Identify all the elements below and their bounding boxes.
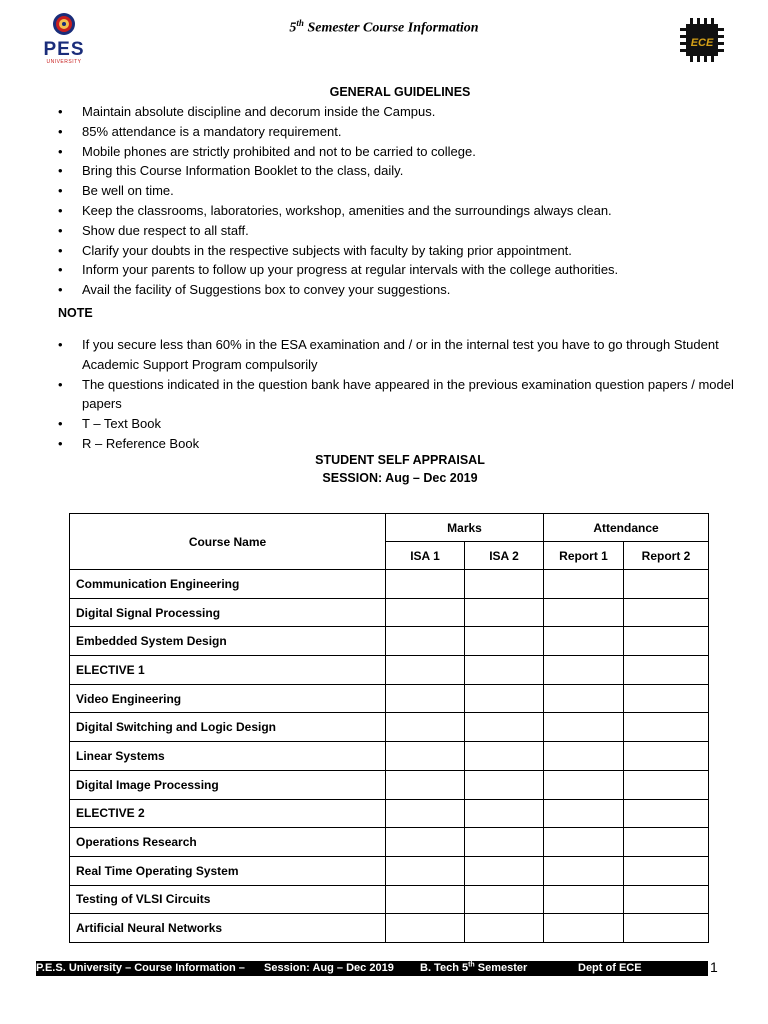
table-row bbox=[70, 914, 709, 943]
isa1-cell bbox=[386, 799, 465, 828]
table-row bbox=[70, 799, 709, 828]
list-item: • Maintain absolute discipline and decorum inside the Campus. bbox=[58, 102, 748, 122]
course-name-cell: Digital Image Processing bbox=[70, 770, 386, 799]
course-name-cell: ELECTIVE 1 bbox=[70, 656, 386, 685]
isa2-cell bbox=[465, 713, 544, 742]
report1-cell bbox=[544, 742, 624, 771]
appraisal-session: SESSION: Aug – Dec 2019 bbox=[322, 471, 478, 485]
isa1-cell bbox=[386, 598, 465, 627]
isa2-cell bbox=[465, 770, 544, 799]
table-row bbox=[70, 684, 709, 713]
list-item: • Avail the facility of Suggestions box to convey your suggestions. bbox=[58, 280, 748, 300]
footer-dept: Dept of ECE bbox=[578, 962, 642, 974]
appraisal-title: STUDENT SELF APPRAISAL bbox=[315, 453, 485, 467]
report2-cell bbox=[624, 770, 709, 799]
report1-cell bbox=[544, 570, 624, 599]
report2-cell bbox=[624, 684, 709, 713]
course-name-cell: Communication Engineering bbox=[70, 570, 386, 599]
report2-cell bbox=[624, 713, 709, 742]
guidelines-heading: GENERAL GUIDELINES bbox=[329, 85, 471, 99]
course-name-cell: Digital Signal Processing bbox=[70, 598, 386, 627]
course-name-cell: Linear Systems bbox=[70, 742, 386, 771]
table-row bbox=[70, 713, 709, 742]
report2-cell bbox=[624, 627, 709, 656]
table-row bbox=[70, 770, 709, 799]
ece-chip-icon bbox=[678, 16, 726, 64]
report2-cell bbox=[624, 570, 709, 599]
appraisal-table bbox=[69, 513, 709, 943]
note-heading: NOTE bbox=[58, 306, 93, 320]
report1-cell bbox=[544, 799, 624, 828]
isa1-cell bbox=[386, 914, 465, 943]
footer-bar bbox=[36, 961, 708, 976]
report1-cell bbox=[544, 684, 624, 713]
footer-university: P.E.S. University – Course Information – bbox=[36, 962, 245, 974]
isa1-cell bbox=[386, 885, 465, 914]
guidelines-list bbox=[58, 102, 748, 300]
isa2-cell bbox=[465, 598, 544, 627]
report1-cell bbox=[544, 885, 624, 914]
list-item: • Clarify your doubts in the respective subjects with faculty by taking prior appointment. bbox=[58, 241, 748, 261]
report1-cell bbox=[544, 656, 624, 685]
course-name-cell: Embedded System Design bbox=[70, 627, 386, 656]
report1-cell bbox=[544, 828, 624, 857]
report1-cell bbox=[544, 770, 624, 799]
isa2-cell bbox=[465, 570, 544, 599]
page-number: 1 bbox=[710, 959, 718, 975]
isa1-cell bbox=[386, 570, 465, 599]
pes-logo-sub: UNIVERSITY bbox=[46, 59, 82, 65]
report2-cell bbox=[624, 598, 709, 627]
pes-logo-name: PES bbox=[43, 39, 85, 60]
attendance-header: Attendance bbox=[544, 514, 709, 542]
isa1-cell bbox=[386, 828, 465, 857]
report1-cell bbox=[544, 856, 624, 885]
table-row bbox=[70, 828, 709, 857]
course-name-cell: ELECTIVE 2 bbox=[70, 799, 386, 828]
course-name-cell: Operations Research bbox=[70, 828, 386, 857]
table-row bbox=[70, 570, 709, 599]
course-name-cell: Video Engineering bbox=[70, 684, 386, 713]
isa2-cell bbox=[465, 799, 544, 828]
list-item: • Bring this Course Information Booklet to the class, daily. bbox=[58, 161, 748, 181]
isa2-header: ISA 2 bbox=[465, 542, 544, 570]
report2-header: Report 2 bbox=[624, 542, 709, 570]
list-item: • If you secure less than 60% in the ESA examination and / or in the internal test you have to go through Student Academic Support Program compulsorily bbox=[58, 335, 748, 375]
report2-cell bbox=[624, 914, 709, 943]
marks-header: Marks bbox=[386, 514, 544, 542]
table-row bbox=[70, 598, 709, 627]
report1-cell bbox=[544, 598, 624, 627]
isa1-cell bbox=[386, 656, 465, 685]
list-item: • Inform your parents to follow up your progress at regular intervals with the college authorities. bbox=[58, 260, 748, 280]
note-list bbox=[58, 335, 748, 454]
isa2-cell bbox=[465, 742, 544, 771]
list-item: • Be well on time. bbox=[58, 181, 748, 201]
ece-department-logo bbox=[678, 16, 726, 64]
isa1-cell bbox=[386, 627, 465, 656]
report2-cell bbox=[624, 656, 709, 685]
table-row bbox=[70, 627, 709, 656]
report1-cell bbox=[544, 627, 624, 656]
table-row bbox=[70, 856, 709, 885]
list-item: • Mobile phones are strictly prohibited and not to be carried to college. bbox=[58, 142, 748, 162]
report2-cell bbox=[624, 828, 709, 857]
list-item: • 85% attendance is a mandatory requirement. bbox=[58, 122, 748, 142]
report2-cell bbox=[624, 856, 709, 885]
course-name-header: Course Name bbox=[70, 514, 386, 570]
report1-cell bbox=[544, 914, 624, 943]
isa2-cell bbox=[465, 684, 544, 713]
isa1-cell bbox=[386, 770, 465, 799]
isa1-cell bbox=[386, 742, 465, 771]
list-item: • The questions indicated in the question bank have appeared in the previous examination question papers / model papers bbox=[58, 375, 748, 415]
report2-cell bbox=[624, 742, 709, 771]
footer-session: Session: Aug – Dec 2019 bbox=[264, 962, 394, 974]
isa1-cell bbox=[386, 856, 465, 885]
list-item: • R – Reference Book bbox=[58, 434, 748, 454]
list-item: • Show due respect to all staff. bbox=[58, 221, 748, 241]
report1-header: Report 1 bbox=[544, 542, 624, 570]
report2-cell bbox=[624, 885, 709, 914]
course-name-cell: Artificial Neural Networks bbox=[70, 914, 386, 943]
isa1-header: ISA 1 bbox=[386, 542, 465, 570]
table-row bbox=[70, 742, 709, 771]
footer-program: B. Tech 5th Semester bbox=[420, 961, 528, 974]
isa2-cell bbox=[465, 885, 544, 914]
report1-cell bbox=[544, 713, 624, 742]
report2-cell bbox=[624, 799, 709, 828]
ece-logo-text: ECE bbox=[690, 37, 714, 49]
list-item: • T – Text Book bbox=[58, 414, 748, 434]
appraisal-body bbox=[70, 570, 709, 943]
isa2-cell bbox=[465, 828, 544, 857]
isa2-cell bbox=[465, 914, 544, 943]
table-row bbox=[70, 656, 709, 685]
isa1-cell bbox=[386, 684, 465, 713]
list-item: • Keep the classrooms, laboratories, workshop, amenities and the surroundings always clean. bbox=[58, 201, 748, 221]
course-name-cell: Testing of VLSI Circuits bbox=[70, 885, 386, 914]
isa1-cell bbox=[386, 713, 465, 742]
isa2-cell bbox=[465, 656, 544, 685]
table-row bbox=[70, 885, 709, 914]
course-name-cell: Digital Switching and Logic Design bbox=[70, 713, 386, 742]
course-name-cell: Real Time Operating System bbox=[70, 856, 386, 885]
isa2-cell bbox=[465, 856, 544, 885]
isa2-cell bbox=[465, 627, 544, 656]
page-title: 5th Semester Course Information bbox=[289, 18, 479, 36]
